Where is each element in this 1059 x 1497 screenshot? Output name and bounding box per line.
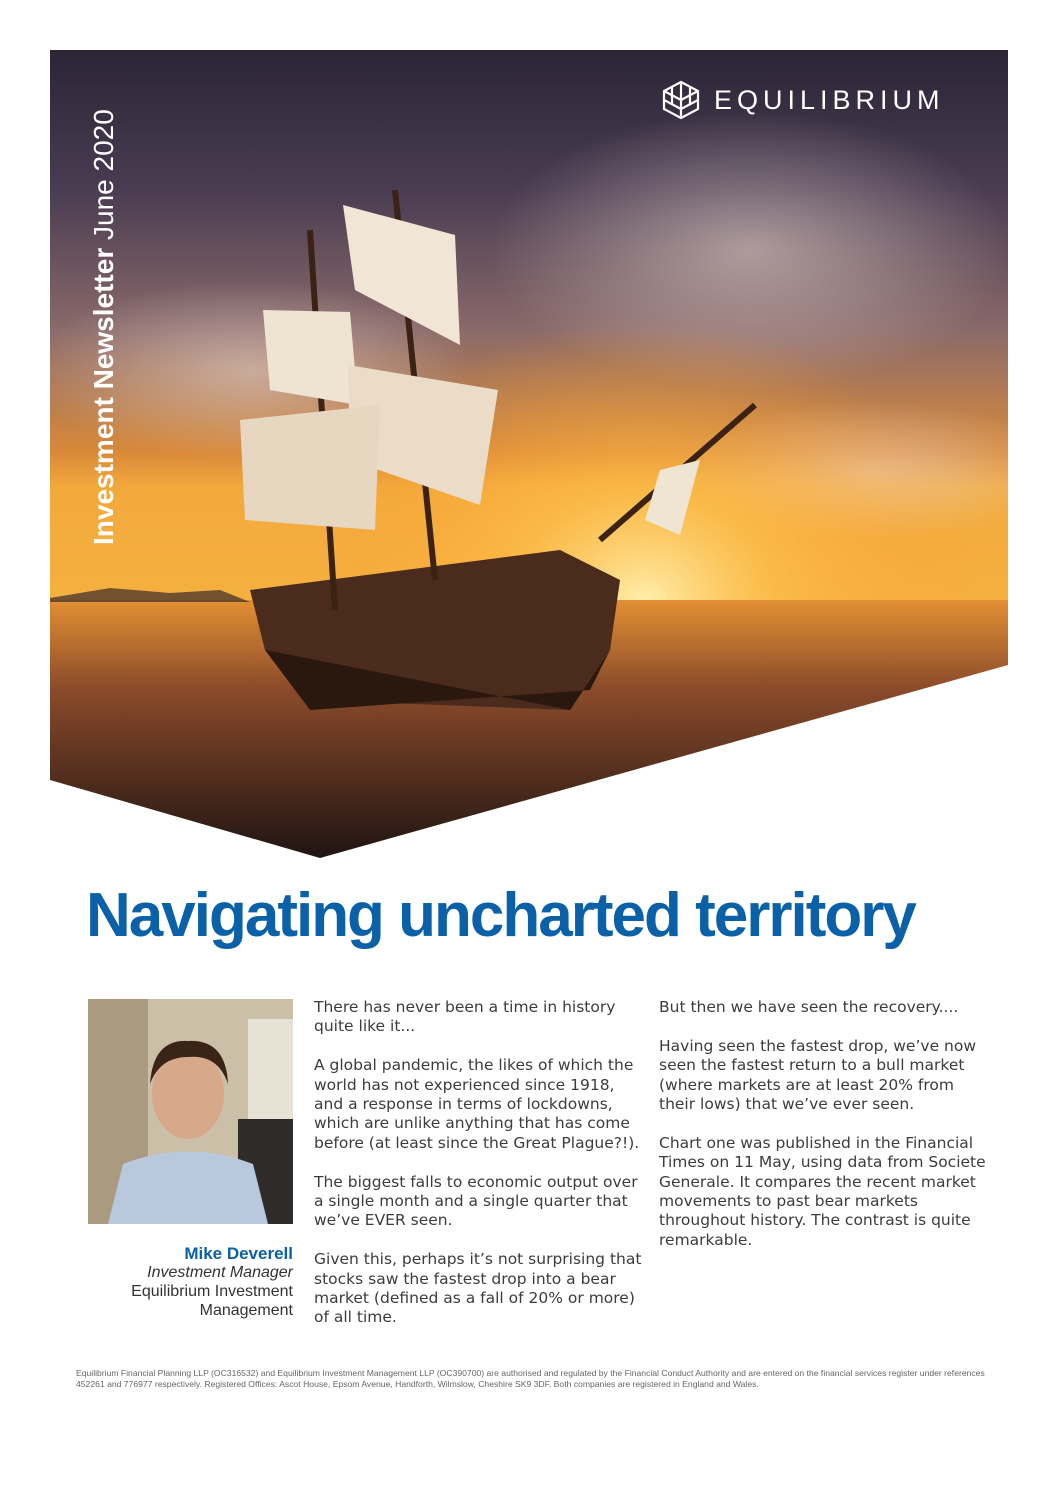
paragraph: But then we have seen the recovery.... [659,998,959,1016]
author-company: Equilibrium Investment Management [131,1283,293,1319]
cover-image [50,50,1008,858]
logo-wordmark: EQUILIBRIUM [714,84,945,115]
paragraph: Having seen the fastest drop, we’ve now seen the fastest return to a bull market (where markets are at least 20% from their lows) that we’ve ever seen. [659,1036,977,1114]
paragraph: There has never been a time in history quite like it... [314,998,616,1036]
author-role: Investment Manager [147,1264,293,1281]
article-column-1 [314,998,644,1347]
equilibrium-logo [660,80,945,120]
author-photo [88,999,293,1224]
article-column-2 [659,998,989,1270]
author-name: Mike Deverell [184,1244,293,1263]
newsletter-title-bold: Investment Newsletter [88,247,119,545]
paragraph: Chart one was published in the Financial Times on 11 May, using data from Societe Generale. It compares the recent market movements to past bear markets throughout history. The contrast is quite remarkable. [659,1133,986,1249]
author-credit [88,1244,293,1320]
legal-footer: Equilibrium Financial Planning LLP (OC316532) and Equilibrium Investment Management LLP (OC390700) are authorised and regulated by the Financial Conduct Authority and are entered on the financial services register under references 452261 and 776977 respectively. Registered Offices: Ascot House, Epsom Avenue, Handforth, Wilmslow, Cheshire SK9 3DF. Both companies are registered in England and Wales. [76,1368,985,1389]
newsletter-date: June 2020 [88,109,119,240]
newsletter-title [88,109,120,545]
paragraph: The biggest falls to economic output over a single month and a single quarter that we’ve EVER seen. [314,1172,638,1230]
cube-logo-icon [660,80,702,120]
paragraph: Given this, perhaps it’s not surprising that stocks saw the fastest drop into a bear market (defined as a fall of 20% or more) of all time. [314,1250,642,1327]
paragraph: A global pandemic, the likes of which the world has not experienced since 1918, and a response in terms of lockdowns, which are unlike anything that has come before (at least since the Great Plague?!). [314,1056,640,1152]
page-headline: Navigating uncharted territory [86,881,915,950]
